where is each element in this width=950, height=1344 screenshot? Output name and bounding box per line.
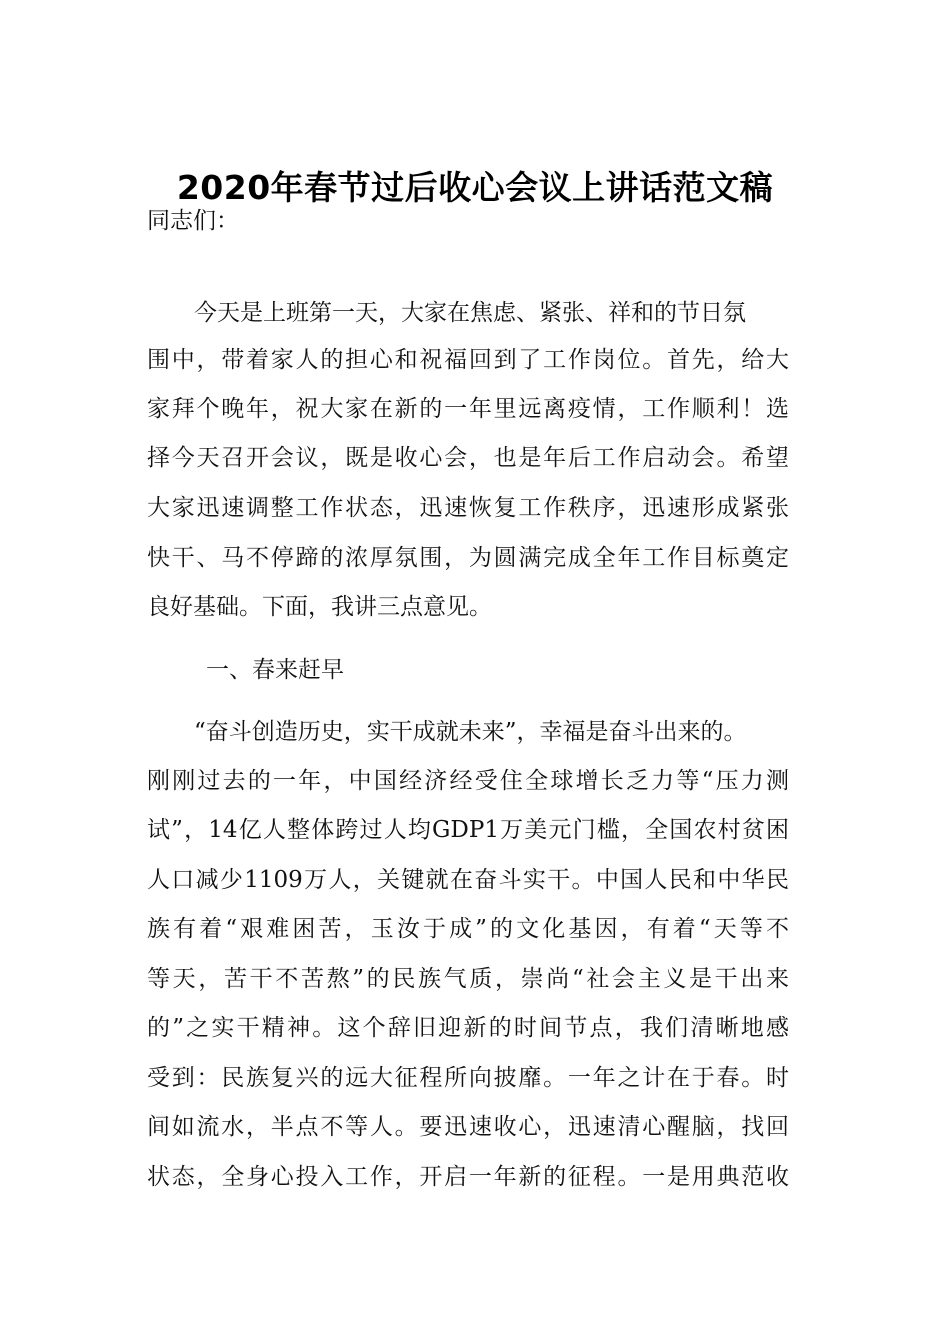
salutation: 同志们： (147, 208, 239, 234)
paragraph-line: 今天是上班第一天，大家在焦虑、紧张、祥和的节日氛 (194, 300, 746, 326)
paragraph-line: 家拜个晚年，祝大家在新的一年里远离疫情，工作顺利！选 (147, 396, 789, 422)
section-heading: 一、春来赶早 (206, 657, 344, 683)
paragraph-line: 良好基础。下面，我讲三点意见。 (147, 594, 492, 620)
paragraph-line: 的”之实干精神。这个辞旧迎新的时间节点，我们清晰地感 (147, 1015, 789, 1041)
paragraph-line: “奋斗创造历史，实干成就未来”，幸福是奋斗出来的。 (194, 719, 747, 745)
paragraph-line: 状态，全身心投入工作，开启一年新的征程。一是用典范收 (147, 1164, 789, 1190)
paragraph-line: 试”，14亿人整体跨过人均GDP1万美元门槛，全国农村贫困 (147, 817, 789, 843)
paragraph-line: 择今天召开会议，既是收心会，也是年后工作启动会。希望 (147, 445, 789, 471)
paragraph-line: 围中，带着家人的担心和祝福回到了工作岗位。首先，给大 (147, 347, 789, 373)
paragraph-line: 人口减少1109万人，关键就在奋斗实干。中国人民和中华民 (147, 867, 789, 893)
paragraph-line: 等天，苦干不苦熬”的民族气质，崇尚“社会主义是干出来 (147, 966, 789, 992)
paragraph-line: 大家迅速调整工作状态，迅速恢复工作秩序，迅速形成紧张 (147, 495, 789, 521)
paragraph-line: 刚刚过去的一年，中国经济经受住全球增长乏力等“压力测 (147, 768, 789, 794)
document-title: 2020年春节过后收心会议上讲话范文稿 (176, 168, 774, 207)
paragraph-line: 间如流水，半点不等人。要迅速收心，迅速清心醒脑，找回 (147, 1114, 789, 1140)
paragraph-line: 族有着“艰难困苦，玉汝于成”的文化基因，有着“天等不 (147, 916, 789, 942)
paragraph-line: 快干、马不停蹄的浓厚氛围，为圆满完成全年工作目标奠定 (147, 545, 789, 571)
paragraph-line: 受到：民族复兴的远大征程所向披靡。一年之计在于春。时 (147, 1065, 789, 1091)
